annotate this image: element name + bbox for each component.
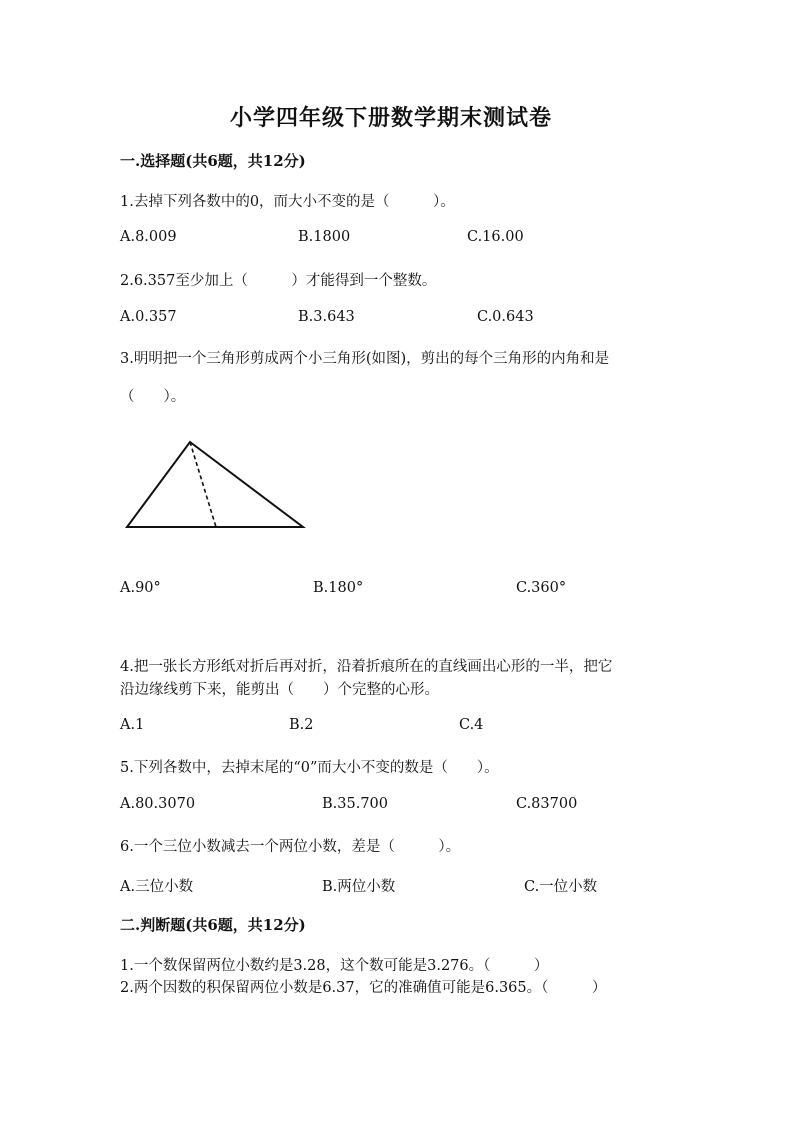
question-6-stem: 6.一个三位小数减去一个两位小数，差是（ ）。 xyxy=(120,839,461,855)
judgment-item-1: 1.一个数保留两位小数约是3.28，这个数可能是3.276。（ ） xyxy=(120,958,549,974)
section-1-heading: 一.选择题(共6题，共12分) xyxy=(120,152,306,170)
question-1-option-a: A.8.009 xyxy=(120,229,177,245)
question-1-option-b: B.1800 xyxy=(298,229,351,245)
question-2-option-c: C.0.643 xyxy=(477,309,534,325)
question-3-stem-line-2: （ ）。 xyxy=(120,389,186,405)
question-3-option-b: B.180° xyxy=(313,580,364,596)
question-3-option-a: A.90° xyxy=(120,580,161,596)
question-2-option-b: B.3.643 xyxy=(298,309,355,325)
dashed-cut-line xyxy=(190,442,216,527)
question-4-option-c: C.4 xyxy=(459,717,484,733)
question-2-option-a: A.0.357 xyxy=(120,309,177,325)
question-4-option-a: A.1 xyxy=(120,717,145,733)
triangle-outline xyxy=(127,442,303,527)
question-2-stem: 2.6.357至少加上（ ）才能得到一个整数。 xyxy=(120,273,437,289)
section-2-heading: 二.判断题(共6题，共12分) xyxy=(120,916,306,934)
question-4-option-b: B.2 xyxy=(289,717,314,733)
page-title: 小学四年级下册数学期末测试卷 xyxy=(230,105,553,131)
question-6-option-a: A.三位小数 xyxy=(120,879,194,895)
question-5-option-b: B.35.700 xyxy=(322,796,389,812)
question-5-stem: 5.下列各数中，去掉末尾的“0”而大小不变的数是（ ）。 xyxy=(120,760,499,776)
triangle-figure xyxy=(120,436,310,536)
question-1-option-c: C.16.00 xyxy=(467,229,524,245)
question-4-stem-line-1: 4.把一张长方形纸对折后再对折，沿着折痕所在的直线画出心形的一半，把它 xyxy=(120,659,613,675)
question-3-option-c: C.360° xyxy=(516,580,567,596)
judgment-item-2: 2.两个因数的积保留两位小数是6.37，它的准确值可能是6.365。（ ） xyxy=(120,980,607,996)
question-3-stem-line-1: 3.明明把一个三角形剪成两个小三角形(如图)，剪出的每个三角形的内角和是 xyxy=(120,351,610,367)
question-1-stem: 1.去掉下列各数中的0，而大小不变的是（ ）。 xyxy=(120,194,455,210)
question-6-option-c: C.一位小数 xyxy=(524,879,598,895)
question-5-option-a: A.80.3070 xyxy=(120,796,196,812)
question-4-stem-line-2: 沿边缘线剪下来，能剪出（ ）个完整的心形。 xyxy=(120,682,439,698)
question-6-option-b: B.两位小数 xyxy=(322,879,396,895)
question-5-option-c: C.83700 xyxy=(516,796,578,812)
